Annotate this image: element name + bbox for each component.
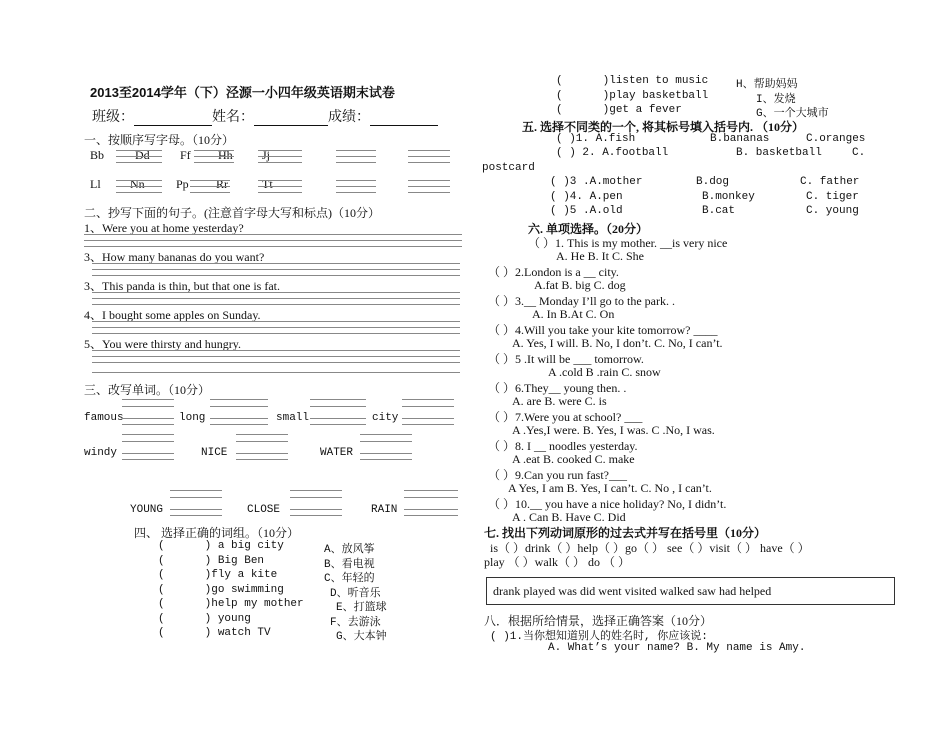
section-3-heading: 三、改写单词。（10分） [84,383,211,397]
odd-q4-c: C. tiger [806,191,859,203]
odd-q3-c: C. father [800,176,860,188]
mc-q1: （ ）1. This is my mother. __is very nice [528,236,728,250]
name-label: 姓名： [212,110,254,125]
mc-q1-options: A. He B. It C. She [556,249,644,263]
situation-q1: ( )1.当你想知道别人的姓名时, 你应该说: [490,631,708,643]
match-option-G: G、大本钟 [336,631,387,643]
section-2-heading: 二、抄写下面的句子。(注意首字母大写和标点)（10分） [84,206,380,220]
class-label: 班级： [92,110,134,125]
mc-q5: （ ）5 .It will be ___ tomorrow. [488,352,644,366]
odd-q5: ( )5 .A.old [550,205,623,217]
mc-q6-options: A. are B. were C. is [512,394,607,408]
page-title: 2013至2014学年（下）泾源一小四年级英语期末试卷 [90,85,395,100]
verb-line-2: play （ ）walk（ ） do （ ） [484,555,630,569]
odd-q2-b: B. basketball [736,147,822,159]
mc-q8: （ ）8. I __ noodles yesterday. [488,439,638,453]
letter-Pp: Pp [176,177,189,191]
match-option-I: I、发烧 [756,94,796,106]
mc-q8-options: A .eat B. cooked C. make [512,452,635,466]
section-4-heading: 四、 选择正确的词组。（10分） [134,526,300,540]
match-item-9: ( )play basketball [556,90,709,102]
mc-q10: （ ）10.__ you have a nice holiday? No, I didn’t. [488,497,727,511]
section-6-heading: 六. 单项选择。（20分） [528,222,649,236]
word-long: long [179,412,206,424]
header-fields [92,106,438,126]
verb-line-1: is（ ）drink（ ）help（ ）go（ ） see（ ）visit（ ） have（ ） [490,541,810,555]
match-item-1: ( ) a big city [158,540,284,552]
match-item-4: ( )go swimming [158,584,284,596]
match-option-E: E、打篮球 [336,602,387,614]
match-option-B: B、看电视 [324,559,375,571]
mc-q3: （ ）3.__ Monday I’ll go to the park. . [488,294,675,308]
sentence-5: 5、You were thirsty and hungry. [84,337,241,351]
odd-q1-c: C.oranges [806,133,866,145]
word-windy: windy [84,447,118,459]
odd-q5-c: C. young [806,205,859,217]
match-option-F: F、去游泳 [330,617,381,629]
name-blank[interactable] [254,125,328,126]
match-item-7: ( ) watch TV [158,627,271,639]
mc-q6: （ ）6.They__ young then. . [488,381,627,395]
match-item-10: ( )get a fever [556,104,682,116]
letter-Jj: Jj [262,148,271,162]
situation-q1-options: A. What’s your name? B. My name is Amy. [548,642,806,654]
odd-q2-continued: postcard [482,162,535,174]
section-8-heading: 八．根据所给情景，选择正确答案（10分） [484,614,713,628]
mc-q4-options: A. Yes, I will. B. No, I don’t. C. No, I can’t. [512,336,723,350]
mc-q5-options: A .cold B .rain C. snow [548,365,661,379]
letter-Ll: Ll [90,177,101,191]
odd-q3-b: B.dog [696,176,730,188]
word-RAIN: RAIN [371,504,398,516]
letter-Bb: Bb [90,148,105,162]
match-option-C: C、年轻的 [324,573,375,585]
word-bank-box [486,577,895,605]
odd-q1-b: B.bananas [710,133,770,145]
section-5-heading: 五. 选择不同类的一个, 将其标号填入括号内. （10分） [522,120,805,134]
word-NICE: NICE [201,447,228,459]
sentence-2: 3、How many bananas do you want? [84,250,265,264]
mc-q2-options: A.fat B. big C. dog [534,278,626,292]
match-option-A: A、放风筝 [324,544,375,556]
sentence-4: 4、I bought some apples on Sunday. [84,308,261,322]
odd-q5-b: B.cat [702,205,736,217]
word-CLOSE: CLOSE [247,504,281,516]
odd-q1: ( )1. A.fish [556,133,636,145]
word-WATER: WATER [320,447,354,459]
class-blank[interactable] [134,125,212,126]
section-1-heading: 一、按顺序写字母。（10分） [84,133,235,147]
score-blank[interactable] [370,125,438,126]
odd-q4: ( )4. A.pen [550,191,623,203]
match-option-H: H、帮助妈妈 [736,79,798,91]
section-7-heading: 七. 找出下列动词原形的过去式并写在括号里（10分） [484,526,767,540]
letter-Tt: Tt [262,177,273,191]
letter-Nn: Nn [130,177,145,191]
odd-q2: ( ) 2. A.football [556,147,669,159]
mc-q7-options: A .Yes,I were. B. Yes, I was. C .No, I was. [512,423,715,437]
word-YOUNG: YOUNG [130,504,164,516]
odd-q4-b: B.monkey [702,191,755,203]
word-bank: drank played was did went visited walked saw had helped [493,584,772,598]
letter-Hh: Hh [218,148,233,162]
letter-Rr: Rr [216,177,228,191]
match-option-G2: G、一个大城市 [756,108,829,120]
match-item-3: ( )fly a kite [158,569,278,581]
letter-Dd: Dd [135,148,150,162]
mc-q9: （ ）9.Can you run fast?___ [488,468,627,482]
word-famous: famous [84,412,124,424]
word-small: small [276,412,310,424]
mc-q10-options: A . Can B. Have C. Did [512,510,626,524]
mc-q3-options: A. In B.At C. On [532,307,615,321]
odd-q2-c: C. [852,147,866,159]
mc-q2: （ ）2.London is a __ city. [488,265,619,279]
sentence-3: 3、This panda is thin, but that one is fat. [84,279,280,293]
match-option-D: D、听音乐 [330,588,381,600]
letter-Ff: Ff [180,148,191,162]
mc-q9-options: A Yes, I am B. Yes, I can’t. C. No , I can’t. [508,481,712,495]
sentence-1: 1、Were you at home yesterday? [84,221,244,235]
match-item-6: ( ) young [158,613,251,625]
match-item-2: ( ) Big Ben [158,555,265,567]
match-item-5: ( )help my mother [158,598,304,610]
mc-q7: （ ）7.Were you at school? ___ [488,410,643,424]
word-city: city [372,412,399,424]
match-item-8: ( )listen to music [556,75,709,87]
score-label: 成绩： [328,110,370,125]
odd-q3: ( )3 .A.mother [550,176,643,188]
mc-q4: （ ）4.Will you take your kite tomorrow? ____ [488,323,718,337]
